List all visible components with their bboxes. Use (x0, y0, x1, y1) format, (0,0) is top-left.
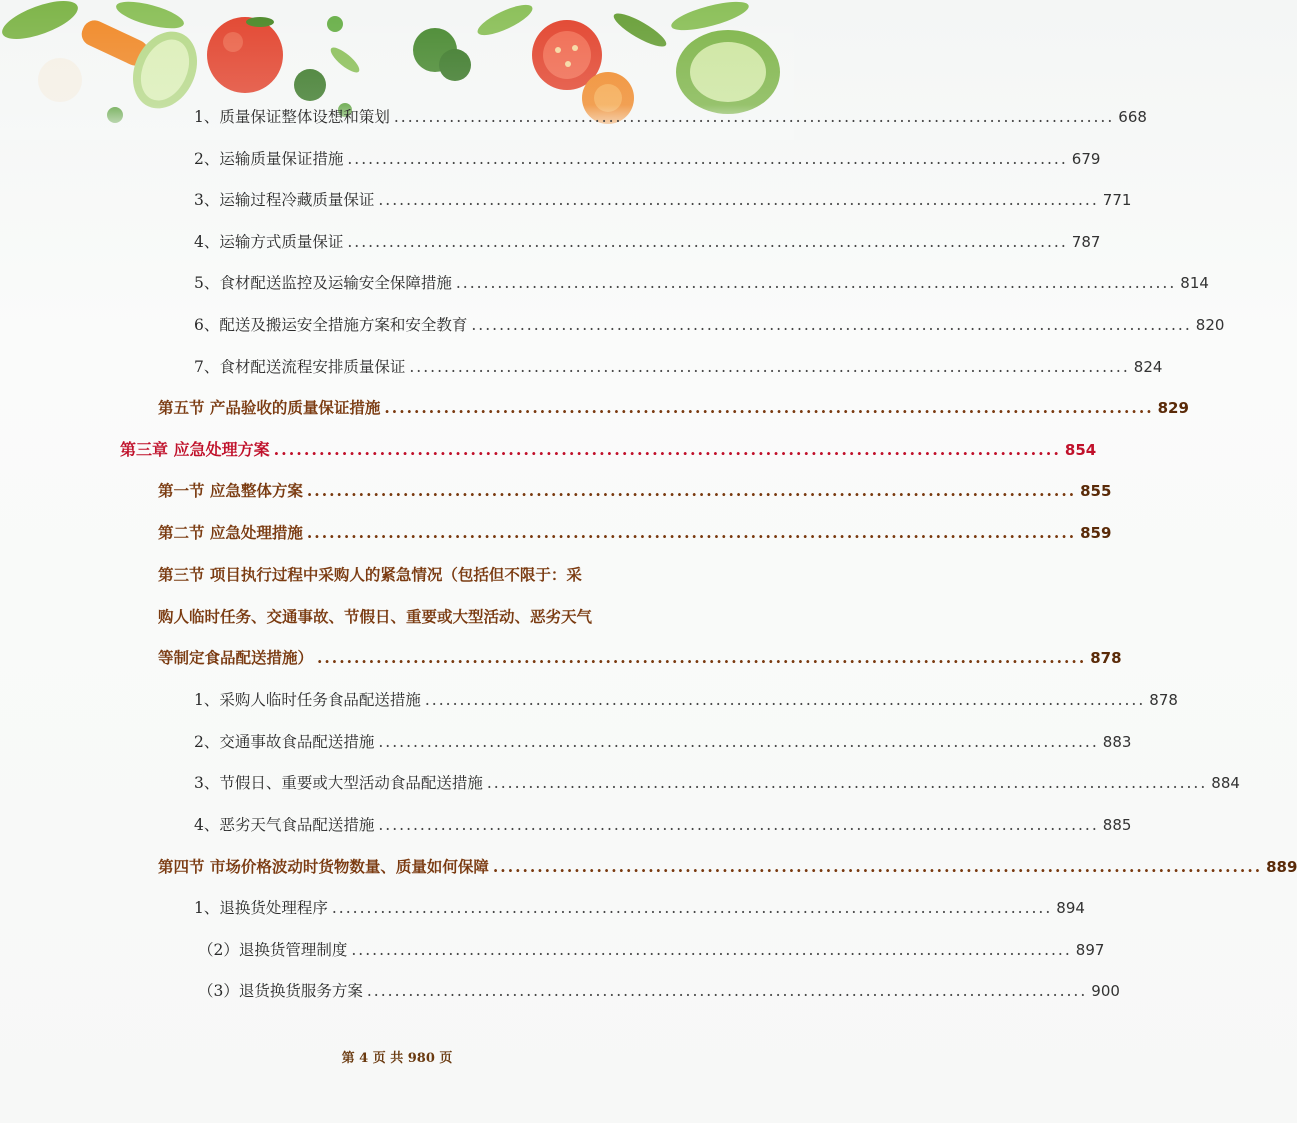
toc-chapter-entry[interactable] (120, 439, 1097, 461)
toc-leader-dots: ........................................................................................................ (331, 899, 1053, 917)
toc-entry-label: 3、运输过程冷藏质量保证 (194, 191, 375, 209)
toc-subentry[interactable] (198, 980, 1120, 1002)
toc-entry-label: 4、运输方式质量保证 (194, 233, 344, 251)
toc-entry-page: 878 (1149, 691, 1178, 709)
toc-leader-dots: ........................................................................................................ (378, 191, 1099, 209)
toc-entry-page: 829 (1157, 399, 1189, 417)
toc-entry-page: 884 (1211, 774, 1240, 792)
toc-entry-page: 900 (1091, 982, 1120, 1000)
toc-entry-page: 814 (1180, 274, 1209, 292)
toc-entry-label-line: 第三节 项目执行过程中采购人的紧急情况（包括但不限于：采 (158, 565, 582, 584)
toc-entry-label: 5、食材配送监控及运输安全保障措施 (194, 274, 452, 292)
toc-entry[interactable] (194, 356, 1163, 378)
toc-entry-page: 787 (1071, 233, 1101, 251)
toc-section-entry[interactable] (158, 480, 1112, 502)
toc-entry-label: 7、食材配送流程安排质量保证 (194, 358, 406, 376)
toc-leader-dots: ........................................................................................................ (273, 440, 1061, 459)
toc-entry-label-line: 购人临时任务、交通事故、节假日、重要或大型活动、恶劣天气 (158, 607, 593, 626)
toc-leader-dots: ........................................................................................................ (317, 648, 1087, 667)
toc-leader-dots: ........................................................................................................ (409, 358, 1130, 376)
toc-entry-label: 1、质量保证整体设想和策划 (194, 108, 390, 126)
toc-entry-label: 4、恶劣天气食品配送措施 (194, 816, 375, 834)
toc-entry-page: 878 (1090, 649, 1122, 667)
page-footer: 第 4 页 共 980 页 (341, 1051, 453, 1066)
toc-leader-dots: ........................................................................................................ (378, 816, 1099, 834)
toc-entry[interactable] (194, 772, 1240, 794)
toc-entry-label: 1、退换货处理程序 (194, 899, 328, 917)
toc-entry-page: 894 (1056, 899, 1085, 917)
toc-leader-dots: ........................................................................................................ (393, 108, 1115, 126)
toc-entry-page: 771 (1102, 191, 1132, 209)
toc-entry-page: 820 (1195, 316, 1225, 334)
toc-leader-dots: ........................................................................................................ (471, 316, 1192, 334)
toc-entry-label: 2、运输质量保证措施 (194, 150, 344, 168)
toc-entry-page: 668 (1118, 108, 1147, 126)
toc-entry-label: 1、采购人临时任务食品配送措施 (194, 691, 421, 709)
toc-entry[interactable] (194, 731, 1132, 753)
toc-section-entry[interactable] (158, 522, 1112, 544)
toc-entry[interactable] (194, 106, 1147, 128)
toc-leader-dots: ........................................................................................................ (347, 150, 1068, 168)
toc-leader-dots: ........................................................................................................ (347, 233, 1068, 251)
toc-section-entry-multiline[interactable] (158, 564, 674, 586)
toc-entry[interactable] (194, 231, 1101, 253)
toc-section-entry-multiline-end[interactable] (158, 647, 1122, 669)
toc-entry[interactable] (194, 689, 1178, 711)
toc-entry[interactable] (194, 272, 1209, 294)
toc-section-entry[interactable] (158, 856, 1297, 878)
toc-leader-dots: ........................................................................................................ (384, 398, 1154, 417)
toc-entry-page: 854 (1064, 441, 1097, 459)
toc-leader-dots: ........................................................................................................ (306, 481, 1077, 500)
toc-entry-page: 855 (1080, 482, 1112, 500)
toc-entry-label: 第五节 产品验收的质量保证措施 (158, 398, 381, 417)
toc-section-entry[interactable] (158, 397, 1189, 419)
toc-entry-label: 第四节 市场价格波动时货物数量、质量如何保障 (158, 857, 489, 876)
toc-subentry[interactable] (198, 939, 1105, 961)
toc-entry-label: 6、配送及搬运安全措施方案和安全教育 (194, 316, 468, 334)
toc-entry-page: 885 (1102, 816, 1132, 834)
toc-entry[interactable] (194, 314, 1225, 336)
toc-entry-label: 第一节 应急整体方案 (158, 481, 303, 500)
toc-entry-page: 859 (1080, 524, 1112, 542)
toc-entry-page: 889 (1266, 858, 1297, 876)
toc-entry[interactable] (194, 189, 1132, 211)
toc-entry-label-line: 等制定食品配送措施） (158, 648, 314, 667)
toc-leader-dots: ........................................................................................................ (492, 857, 1263, 876)
toc-entry-label: 3、节假日、重要或大型活动食品配送措施 (194, 774, 483, 792)
toc-leader-dots: ........................................................................................................ (366, 982, 1088, 1000)
toc-entry-page: 897 (1075, 941, 1105, 959)
toc-leader-dots: ........................................................................................................ (351, 941, 1072, 959)
toc-entry[interactable] (194, 148, 1101, 170)
toc-leader-dots: ........................................................................................................ (455, 274, 1177, 292)
toc-entry-label: 2、交通事故食品配送措施 (194, 733, 375, 751)
toc-leader-dots: ........................................................................................................ (378, 733, 1099, 751)
toc-leader-dots: ........................................................................................................ (306, 523, 1077, 542)
toc-entry[interactable] (194, 897, 1085, 919)
toc-entry[interactable] (194, 814, 1132, 836)
toc-entry-label: （3）退货换货服务方案 (198, 982, 363, 1000)
toc-leader-dots: ........................................................................................................ (424, 691, 1146, 709)
toc-entry-label: （2）退换货管理制度 (198, 941, 348, 959)
toc-entry-page: 883 (1102, 733, 1132, 751)
toc-entry-page: 679 (1071, 150, 1101, 168)
toc-section-entry-multiline-cont (158, 606, 674, 628)
toc-entry-page: 824 (1133, 358, 1163, 376)
toc-entry-label: 第二节 应急处理措施 (158, 523, 303, 542)
toc-leader-dots: ........................................................................................................ (486, 774, 1208, 792)
toc-entry-label: 第三章 应急处理方案 (120, 440, 270, 459)
